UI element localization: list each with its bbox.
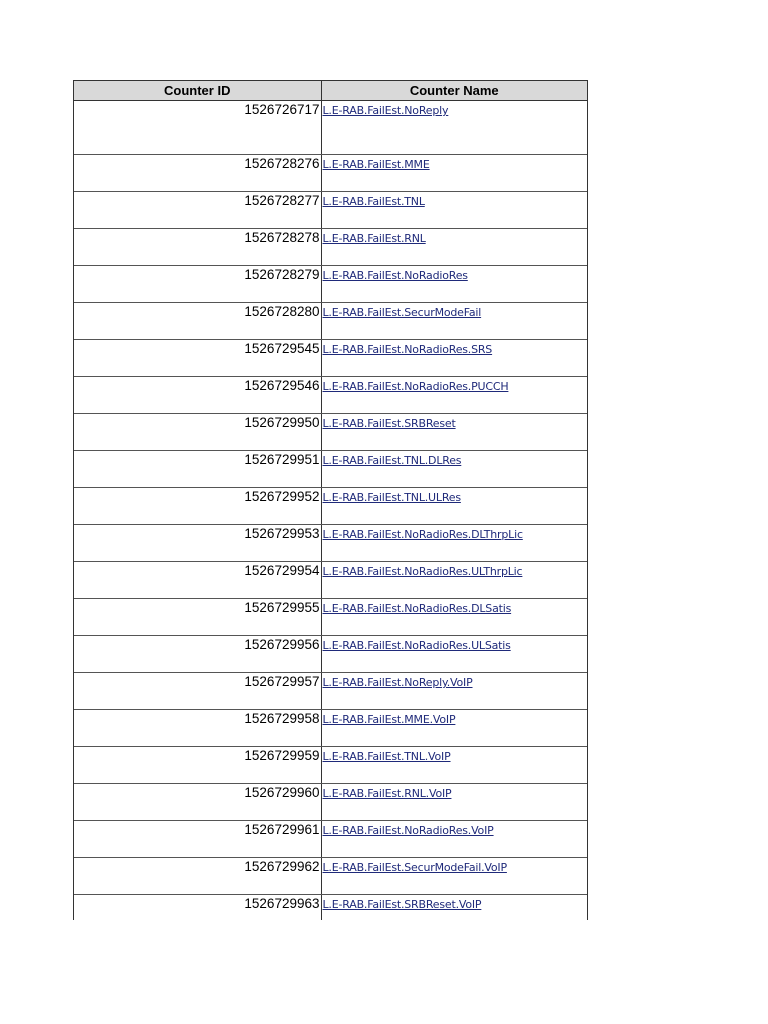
counter-name-cell <box>321 599 587 636</box>
counter-id-cell: 1526728277 <box>74 192 321 229</box>
counter-name-link[interactable]: L.E-RAB.FailEst.NoRadioRes.ULSatis <box>322 639 511 652</box>
counter-id-cell: 1526729951 <box>74 451 321 488</box>
counter-id-cell: 1526729959 <box>74 747 321 784</box>
counter-id-cell: 1526729958 <box>74 710 321 747</box>
table-row <box>74 155 587 192</box>
counter-name-link[interactable]: L.E-RAB.FailEst.TNL.VoIP <box>322 750 451 763</box>
table-row <box>74 451 587 488</box>
table-row <box>74 229 587 266</box>
table-row <box>74 710 587 747</box>
counter-id-cell: 1526728280 <box>74 303 321 340</box>
table-row <box>74 821 587 858</box>
counter-name-cell <box>321 451 587 488</box>
counter-name-cell <box>321 784 587 821</box>
header-counter-name: Counter Name <box>321 81 587 101</box>
counter-name-link[interactable]: L.E-RAB.FailEst.RNL.VoIP <box>322 787 452 800</box>
counter-name-link[interactable]: L.E-RAB.FailEst.SecurModeFail.VoIP <box>322 861 507 874</box>
header-counter-id: Counter ID <box>74 81 321 101</box>
counter-id-cell: 1526729961 <box>74 821 321 858</box>
counter-table-container <box>73 80 588 920</box>
table-row <box>74 895 587 921</box>
counter-id-cell: 1526728279 <box>74 266 321 303</box>
counter-name-cell <box>321 340 587 377</box>
counter-name-cell <box>321 710 587 747</box>
counter-name-link[interactable]: L.E-RAB.FailEst.NoReply.VoIP <box>322 676 473 689</box>
table-row <box>74 636 587 673</box>
counter-name-link[interactable]: L.E-RAB.FailEst.SecurModeFail <box>322 306 482 319</box>
counter-name-cell <box>321 895 587 921</box>
table-row <box>74 525 587 562</box>
counter-name-cell <box>321 636 587 673</box>
counter-name-cell <box>321 155 587 192</box>
table-row <box>74 673 587 710</box>
counter-id-cell: 1526729962 <box>74 858 321 895</box>
counter-name-cell <box>321 821 587 858</box>
counter-name-link[interactable]: L.E-RAB.FailEst.SRBReset <box>322 417 456 430</box>
counter-name-cell <box>321 562 587 599</box>
counter-name-cell <box>321 266 587 303</box>
counter-name-cell <box>321 488 587 525</box>
counter-name-cell <box>321 414 587 451</box>
table-row <box>74 340 587 377</box>
table-row <box>74 266 587 303</box>
counter-name-cell <box>321 747 587 784</box>
counter-table <box>74 80 587 920</box>
counter-name-link[interactable]: L.E-RAB.FailEst.TNL.DLRes <box>322 454 462 467</box>
counter-name-cell <box>321 858 587 895</box>
table-row <box>74 858 587 895</box>
table-row <box>74 488 587 525</box>
counter-name-cell <box>321 192 587 229</box>
counter-name-link[interactable]: L.E-RAB.FailEst.TNL.ULRes <box>322 491 461 504</box>
table-row <box>74 303 587 340</box>
counter-id-cell: 1526729956 <box>74 636 321 673</box>
table-row <box>74 784 587 821</box>
counter-name-cell <box>321 377 587 414</box>
table-row <box>74 377 587 414</box>
counter-id-cell: 1526728276 <box>74 155 321 192</box>
counter-name-cell <box>321 303 587 340</box>
counter-name-link[interactable]: L.E-RAB.FailEst.TNL <box>322 195 425 208</box>
counter-name-link[interactable]: L.E-RAB.FailEst.MME.VoIP <box>322 713 456 726</box>
counter-name-link[interactable]: L.E-RAB.FailEst.MME <box>322 158 430 171</box>
counter-name-cell <box>321 229 587 266</box>
counter-name-link[interactable]: L.E-RAB.FailEst.NoRadioRes.SRS <box>322 343 493 356</box>
counter-name-link[interactable]: L.E-RAB.FailEst.NoReply <box>322 104 449 117</box>
counter-id-cell: 1526729960 <box>74 784 321 821</box>
counter-id-cell: 1526726717 <box>74 101 321 155</box>
table-row <box>74 599 587 636</box>
table-row <box>74 192 587 229</box>
counter-id-cell: 1526729950 <box>74 414 321 451</box>
counter-id-cell: 1526729952 <box>74 488 321 525</box>
counter-id-cell: 1526729953 <box>74 525 321 562</box>
counter-name-cell <box>321 101 587 155</box>
table-row <box>74 562 587 599</box>
counter-id-cell: 1526728278 <box>74 229 321 266</box>
counter-name-link[interactable]: L.E-RAB.FailEst.NoRadioRes.PUCCH <box>322 380 509 393</box>
counter-name-link[interactable]: L.E-RAB.FailEst.NoRadioRes.DLSatis <box>322 602 512 615</box>
counter-id-cell: 1526729545 <box>74 340 321 377</box>
counter-name-link[interactable]: L.E-RAB.FailEst.NoRadioRes.ULThrpLic <box>322 565 523 578</box>
counter-id-cell: 1526729957 <box>74 673 321 710</box>
counter-id-cell: 1526729963 <box>74 895 321 921</box>
counter-name-cell <box>321 525 587 562</box>
table-row <box>74 414 587 451</box>
counter-name-link[interactable]: L.E-RAB.FailEst.NoRadioRes <box>322 269 468 282</box>
counter-table-body <box>74 101 587 921</box>
counter-name-link[interactable]: L.E-RAB.FailEst.NoRadioRes.DLThrpLic <box>322 528 523 541</box>
counter-name-link[interactable]: L.E-RAB.FailEst.NoRadioRes.VoIP <box>322 824 494 837</box>
table-row <box>74 101 587 155</box>
table-row <box>74 747 587 784</box>
counter-id-cell: 1526729955 <box>74 599 321 636</box>
counter-name-link[interactable]: L.E-RAB.FailEst.RNL <box>322 232 426 245</box>
table-header-row <box>74 81 587 101</box>
counter-name-cell <box>321 673 587 710</box>
counter-name-link[interactable]: L.E-RAB.FailEst.SRBReset.VoIP <box>322 898 482 911</box>
counter-id-cell: 1526729546 <box>74 377 321 414</box>
counter-id-cell: 1526729954 <box>74 562 321 599</box>
